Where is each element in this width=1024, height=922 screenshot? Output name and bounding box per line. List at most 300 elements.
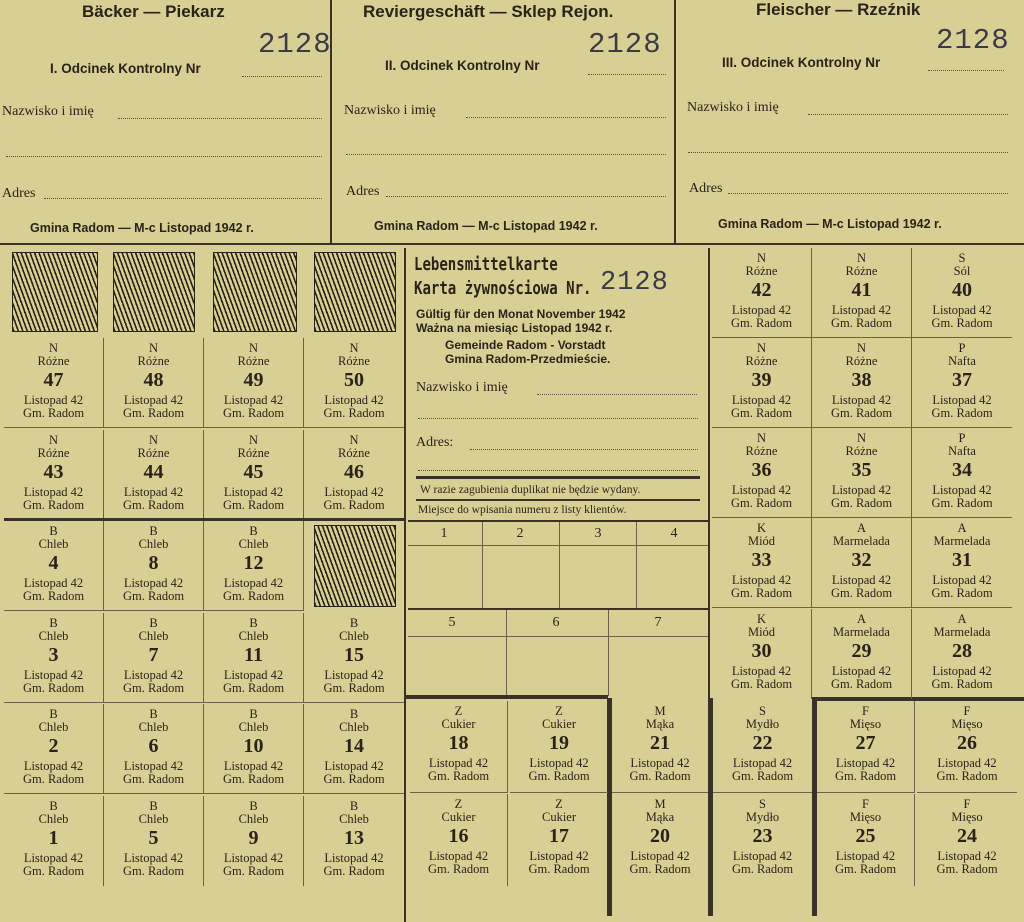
coupon-number: 22	[752, 732, 773, 755]
coupon-product-name: Chleb	[38, 720, 69, 735]
customer-cell-label: 5	[448, 615, 456, 630]
coupon-number: 15	[344, 644, 364, 667]
coupon-number: 40	[952, 279, 972, 302]
customer-cell-label: 2	[516, 526, 524, 541]
coupon-month: Listopad 42	[937, 756, 997, 771]
coupon-number: 21	[650, 732, 670, 755]
coupon-product-name: Mydło	[745, 717, 780, 732]
ration-coupon	[612, 701, 708, 793]
ration-coupon	[4, 338, 104, 428]
coupon-place: Gm. Radom	[931, 677, 993, 692]
name-field[interactable]	[118, 118, 322, 119]
coupon-number: 9	[248, 827, 259, 850]
ration-coupon	[712, 248, 812, 338]
address-label: Adres:	[416, 435, 454, 450]
coupon-product-name: Chleb	[138, 537, 169, 552]
coupon-place: Gm. Radom	[730, 406, 793, 421]
coupon-month: Listopad 42	[835, 756, 896, 771]
lost-notice: W razie zagubienia duplikat nie będzie wydany.	[420, 484, 641, 496]
coupon-place: Gm. Radom	[931, 316, 993, 331]
coupon-month: Listopad 42	[932, 393, 992, 408]
valid-month-de: Gültig für den Monat November 1942	[416, 307, 626, 321]
coupon-product-name: Marmelada	[933, 625, 991, 640]
coupon-place: Gm. Radom	[323, 681, 385, 696]
stub-footer: Gmina Radom — M-c Listopad 1942 r.	[30, 221, 254, 235]
coupon-category-letter: N	[756, 431, 767, 445]
coupon-place: Gm. Radom	[22, 406, 85, 421]
dotted-line	[242, 76, 322, 77]
coupon-number: 1	[48, 827, 59, 850]
coupon-number: 11	[244, 644, 263, 667]
coupon-month: Listopad 42	[630, 756, 690, 771]
void-hatched-coupon	[12, 252, 98, 332]
section-divider	[708, 248, 710, 700]
ration-coupon	[104, 338, 204, 428]
coupon-place: Gm. Radom	[122, 406, 185, 421]
coupon-product-name: Chleb	[138, 629, 169, 644]
ration-coupon	[304, 338, 404, 428]
coupon-category-letter: A	[957, 612, 967, 626]
ration-coupon	[812, 518, 912, 608]
coupon-place: Gm. Radom	[834, 769, 897, 784]
ration-coupon	[712, 338, 812, 428]
coupon-place: Gm. Radom	[730, 316, 793, 331]
ration-coupon	[104, 430, 204, 520]
coupon-product-name: Cukier	[441, 717, 476, 732]
coupon-product-name: Chleb	[238, 720, 269, 735]
void-hatched-coupon	[213, 252, 297, 332]
coupon-number: 2	[48, 735, 59, 758]
ration-coupon	[912, 248, 1012, 338]
ration-coupon	[912, 518, 1012, 608]
ration-coupon	[510, 701, 608, 793]
coupon-month: Listopad 42	[831, 664, 892, 679]
coupon-product-name: Chleb	[38, 537, 69, 552]
coupon-month: Listopad 42	[731, 483, 792, 498]
coupon-category-letter: B	[49, 524, 58, 538]
coupon-product-name: Marmelada	[933, 534, 991, 549]
coupon-month: Listopad 42	[732, 849, 793, 864]
coupon-number: 44	[143, 461, 164, 484]
ration-coupon	[304, 430, 404, 520]
coupon-product-name: Różne	[338, 446, 370, 461]
coupon-place: Gm. Radom	[830, 496, 893, 511]
customer-cell-label: 1	[440, 526, 448, 541]
ration-coupon	[204, 338, 304, 428]
coupon-product-name: Chleb	[339, 629, 369, 644]
coupon-product-name: Mięso	[849, 717, 882, 732]
coupon-number: 30	[751, 640, 772, 663]
coupon-category-letter: N	[248, 341, 259, 355]
coupon-product-name: Chleb	[138, 720, 169, 735]
coupon-place: Gm. Radom	[323, 772, 385, 787]
coupon-month: Listopad 42	[324, 668, 384, 683]
ration-coupon	[304, 613, 404, 703]
coupon-number: 28	[952, 640, 972, 663]
customer-cell-label: 3	[594, 526, 602, 541]
coupon-place: Gm. Radom	[528, 862, 590, 877]
serial-number: 2128	[936, 24, 1010, 57]
coupon-number: 39	[751, 369, 772, 392]
coupon-number: 19	[549, 732, 569, 755]
coupon-place: Gm. Radom	[730, 677, 793, 692]
coupon-number: 50	[344, 369, 364, 392]
coupon-place: Gm. Radom	[122, 681, 185, 696]
coupon-category-letter: B	[149, 799, 158, 813]
coupon-category-letter: Z	[454, 797, 463, 811]
coupon-place: Gm. Radom	[730, 496, 793, 511]
coupon-number: 5	[148, 827, 159, 850]
coupon-product-name: Mięso	[951, 717, 983, 732]
coupon-number: 48	[143, 369, 164, 392]
coupon-product-name: Chleb	[238, 629, 269, 644]
coupon-category-letter: P	[958, 431, 966, 445]
coupon-month: Listopad 42	[731, 393, 792, 408]
coupon-product-name: Różne	[745, 354, 778, 369]
ration-coupon	[510, 794, 608, 886]
coupon-number: 6	[148, 735, 159, 758]
ration-coupon	[204, 796, 304, 886]
coupon-category-letter: F	[862, 704, 869, 718]
customer-cell-label: 4	[670, 526, 678, 541]
coupon-place: Gm. Radom	[830, 316, 893, 331]
coupon-product-name: Chleb	[138, 812, 169, 827]
coupon-product-name: Marmelada	[833, 534, 890, 549]
dotted-line	[928, 70, 1004, 71]
coupon-category-letter: Z	[454, 704, 463, 718]
ration-coupon	[4, 613, 104, 703]
coupon-place: Gm. Radom	[222, 864, 285, 879]
coupon-category-letter: F	[862, 797, 869, 811]
coupon-category-letter: B	[49, 616, 58, 630]
coupon-number: 42	[751, 279, 772, 302]
address-field[interactable]	[44, 198, 322, 199]
ration-coupon	[912, 609, 1012, 699]
coupon-category-letter: N	[349, 433, 359, 447]
coupon-category-letter: N	[349, 341, 359, 355]
coupon-product-name: Nafta	[948, 354, 976, 369]
coupon-month: Listopad 42	[223, 851, 284, 866]
coupon-month: Listopad 42	[123, 851, 184, 866]
coupon-category-letter: K	[756, 521, 767, 535]
valid-month-pl: Ważna na miesiąc Listopad 1942 r.	[416, 321, 613, 335]
coupon-product-name: Mięso	[849, 810, 882, 825]
coupon-category-letter: F	[963, 704, 971, 718]
coupon-number: 31	[952, 549, 972, 572]
dotted-line	[346, 154, 666, 155]
section-rule	[4, 518, 404, 521]
coupon-product-name: Cukier	[441, 810, 476, 825]
coupon-month: Listopad 42	[831, 483, 892, 498]
stub-header: Reviergeschäft — Sklep Rejon.	[363, 2, 614, 21]
coupon-place: Gm. Radom	[629, 862, 691, 877]
coupon-month: Listopad 42	[932, 483, 992, 498]
coupon-place: Gm. Radom	[22, 589, 85, 604]
address-field[interactable]	[386, 196, 666, 197]
ration-coupon	[917, 794, 1017, 886]
coupon-product-name: Różne	[845, 444, 878, 459]
coupon-month: Listopad 42	[835, 849, 896, 864]
coupon-product-name: Mięso	[951, 810, 983, 825]
ration-coupon	[712, 518, 812, 608]
coupon-category-letter: N	[856, 251, 867, 265]
coupon-number: 3	[48, 644, 59, 667]
coupon-month: Listopad 42	[731, 664, 792, 679]
coupon-category-letter: N	[248, 433, 259, 447]
coupon-place: Gm. Radom	[834, 862, 897, 877]
dotted-line	[588, 74, 666, 75]
stub-footer: Gmina Radom — M-c Listopad 1942 r.	[374, 219, 598, 233]
ration-coupon	[104, 704, 204, 794]
coupon-category-letter: M	[654, 704, 666, 718]
coupon-number: 24	[957, 825, 977, 848]
coupon-category-letter: N	[756, 251, 767, 265]
coupon-month: Listopad 42	[324, 759, 384, 774]
coupon-number: 47	[43, 369, 64, 392]
coupon-month: Listopad 42	[932, 664, 992, 679]
coupon-month: Listopad 42	[937, 849, 997, 864]
coupon-product-name: Cukier	[541, 717, 577, 732]
coupon-month: Listopad 42	[831, 303, 892, 318]
ration-coupon	[104, 796, 204, 886]
dotted-line	[6, 156, 322, 157]
coupon-month: Listopad 42	[23, 393, 84, 408]
ration-coupon	[812, 428, 912, 518]
coupon-month: Listopad 42	[732, 756, 793, 771]
coupon-product-name: Różne	[37, 354, 70, 369]
coupon-month: Listopad 42	[630, 849, 690, 864]
serial-number: 2128	[588, 28, 662, 61]
coupon-product-name: Chleb	[38, 812, 69, 827]
coupon-month: Listopad 42	[932, 303, 992, 318]
dotted-line	[418, 470, 698, 471]
coupon-place: Gm. Radom	[122, 498, 185, 513]
coupon-number: 12	[243, 552, 264, 575]
coupon-month: Listopad 42	[223, 759, 284, 774]
cell-divider	[482, 522, 483, 608]
coupon-place: Gm. Radom	[730, 586, 793, 601]
card-title-de: Lebensmittelkarte	[414, 254, 558, 275]
coupon-month: Listopad 42	[831, 573, 892, 588]
coupon-month: Listopad 42	[324, 485, 384, 500]
commune-pl: Gmina Radom-Przedmieście.	[445, 352, 611, 366]
stub-footer: Gmina Radom — M-c Listopad 1942 r.	[718, 217, 942, 231]
rule	[408, 636, 708, 637]
coupon-month: Listopad 42	[428, 756, 489, 771]
rule	[408, 608, 708, 610]
ration-coupon	[204, 613, 304, 703]
rule	[416, 499, 700, 501]
coupon-number: 38	[851, 369, 872, 392]
address-label: Adres	[2, 186, 36, 201]
coupon-month: Listopad 42	[324, 393, 384, 408]
coupon-number: 34	[952, 459, 972, 482]
coupon-product-name: Różne	[137, 354, 170, 369]
coupon-place: Gm. Radom	[931, 496, 993, 511]
coupon-place: Gm. Radom	[731, 862, 794, 877]
ration-coupon	[104, 521, 204, 611]
coupon-category-letter: N	[148, 433, 159, 447]
coupon-place: Gm. Radom	[936, 769, 998, 784]
coupon-number: 32	[851, 549, 872, 572]
stub-divider	[674, 0, 676, 244]
coupon-place: Gm. Radom	[222, 772, 285, 787]
coupon-category-letter: M	[654, 797, 666, 811]
coupon-product-name: Różne	[845, 264, 878, 279]
coupon-product-name: Różne	[37, 446, 70, 461]
coupon-month: Listopad 42	[223, 576, 284, 591]
ration-coupon	[817, 701, 915, 793]
ration-coupon	[4, 704, 104, 794]
coupon-category-letter: B	[249, 707, 258, 721]
ration-coupon	[4, 430, 104, 520]
coupon-place: Gm. Radom	[222, 406, 285, 421]
coupon-number: 43	[43, 461, 64, 484]
cell-divider	[559, 522, 560, 608]
coupon-category-letter: B	[149, 524, 158, 538]
address-field[interactable]	[728, 193, 1008, 194]
coupon-product-name: Różne	[845, 354, 878, 369]
ration-coupon	[410, 701, 508, 793]
void-hatched-coupon	[314, 252, 396, 332]
coupon-product-name: Różne	[745, 264, 778, 279]
coupon-number: 46	[344, 461, 364, 484]
ration-coupon	[304, 796, 404, 886]
coupon-place: Gm. Radom	[22, 864, 85, 879]
coupon-product-name: Miód	[747, 625, 776, 640]
coupon-category-letter: K	[756, 612, 767, 626]
coupon-month: Listopad 42	[324, 851, 384, 866]
ration-coupon	[4, 521, 104, 611]
coupon-place: Gm. Radom	[222, 681, 285, 696]
name-field[interactable]	[466, 117, 666, 118]
name-label: Nazwisko i imię	[687, 100, 779, 115]
coupon-category-letter: N	[148, 341, 159, 355]
coupon-category-letter: B	[249, 799, 258, 813]
coupon-month: Listopad 42	[731, 573, 792, 588]
coupon-product-name: Marmelada	[833, 625, 890, 640]
cell-divider	[608, 610, 609, 696]
coupon-number: 33	[751, 549, 772, 572]
rule	[408, 520, 708, 522]
stub-section: I. Odcinek Kontrolny Nr	[50, 61, 201, 76]
section-divider	[404, 248, 406, 922]
coupon-number: 23	[752, 825, 773, 848]
coupon-category-letter: B	[249, 524, 258, 538]
coupon-category-letter: B	[249, 616, 258, 630]
name-field[interactable]	[537, 394, 697, 395]
rule	[416, 476, 700, 479]
name-field[interactable]	[808, 114, 1008, 115]
cell-divider	[636, 522, 637, 608]
coupon-category-letter: A	[856, 612, 867, 626]
coupon-category-letter: Z	[555, 704, 563, 718]
customer-cell-label: 6	[552, 615, 560, 630]
coupon-month: Listopad 42	[223, 393, 284, 408]
coupon-product-name: Mydło	[745, 810, 780, 825]
coupon-number: 16	[448, 825, 469, 848]
commune-de: Gemeinde Radom - Vorstadt	[445, 338, 606, 352]
coupon-category-letter: N	[48, 341, 59, 355]
coupon-product-name: Różne	[137, 446, 170, 461]
address-field[interactable]	[470, 449, 698, 450]
coupon-number: 41	[851, 279, 872, 302]
coupon-place: Gm. Radom	[323, 498, 385, 513]
coupon-month: Listopad 42	[529, 849, 589, 864]
coupon-number: 20	[650, 825, 670, 848]
coupon-number: 27	[855, 732, 876, 755]
card-serial: 2128	[600, 268, 669, 298]
coupon-place: Gm. Radom	[222, 589, 285, 604]
coupon-product-name: Mąka	[645, 717, 675, 732]
coupon-category-letter: B	[349, 799, 359, 813]
coupon-month: Listopad 42	[123, 393, 184, 408]
ration-coupon	[712, 428, 812, 518]
void-hatched-coupon	[113, 252, 195, 332]
coupon-number: 17	[549, 825, 569, 848]
coupon-place: Gm. Radom	[323, 864, 385, 879]
coupon-month: Listopad 42	[23, 485, 84, 500]
section-rule	[404, 695, 608, 699]
coupon-month: Listopad 42	[529, 756, 589, 771]
coupon-place: Gm. Radom	[931, 586, 993, 601]
coupon-number: 10	[243, 735, 264, 758]
coupon-month: Listopad 42	[123, 668, 184, 683]
coupon-number: 8	[148, 552, 159, 575]
coupon-category-letter: B	[149, 616, 158, 630]
coupon-place: Gm. Radom	[122, 772, 185, 787]
coupon-product-name: Mąka	[645, 810, 675, 825]
ration-coupon	[4, 796, 104, 886]
ration-coupon	[204, 430, 304, 520]
coupon-number: 14	[344, 735, 364, 758]
ration-coupon	[104, 613, 204, 703]
ration-coupon	[817, 794, 915, 886]
name-label: Nazwisko i imię	[344, 103, 436, 118]
coupon-month: Listopad 42	[123, 485, 184, 500]
dotted-line	[688, 152, 1008, 153]
cell-divider	[506, 610, 507, 696]
coupon-number: 25	[855, 825, 876, 848]
coupon-place: Gm. Radom	[427, 862, 490, 877]
coupon-category-letter: A	[856, 521, 867, 535]
void-hatched-coupon	[314, 525, 396, 607]
coupon-month: Listopad 42	[23, 576, 84, 591]
serial-number: 2128	[258, 28, 332, 61]
coupon-product-name: Różne	[237, 354, 270, 369]
stub-section: III. Odcinek Kontrolny Nr	[722, 55, 881, 70]
coupon-category-letter: S	[958, 251, 966, 265]
coupon-month: Listopad 42	[23, 851, 84, 866]
coupon-place: Gm. Radom	[528, 769, 590, 784]
coupon-category-letter: B	[49, 799, 58, 813]
ration-coupon	[812, 338, 912, 428]
customer-cell-label: 7	[654, 615, 662, 630]
ration-coupon	[304, 704, 404, 794]
coupon-category-letter: Z	[555, 797, 563, 811]
stub-header: Fleischer — Rzeźnik	[756, 0, 921, 19]
coupon-place: Gm. Radom	[323, 406, 385, 421]
ration-coupon	[912, 428, 1012, 518]
coupon-category-letter: N	[756, 341, 767, 355]
card-title-pl: Karta żywnościowa Nr.	[414, 278, 592, 299]
ration-coupon	[812, 248, 912, 338]
coupon-number: 26	[957, 732, 977, 755]
coupon-product-name: Chleb	[238, 812, 269, 827]
coupon-category-letter: N	[48, 433, 59, 447]
ration-coupon	[204, 521, 304, 611]
coupon-place: Gm. Radom	[22, 772, 85, 787]
